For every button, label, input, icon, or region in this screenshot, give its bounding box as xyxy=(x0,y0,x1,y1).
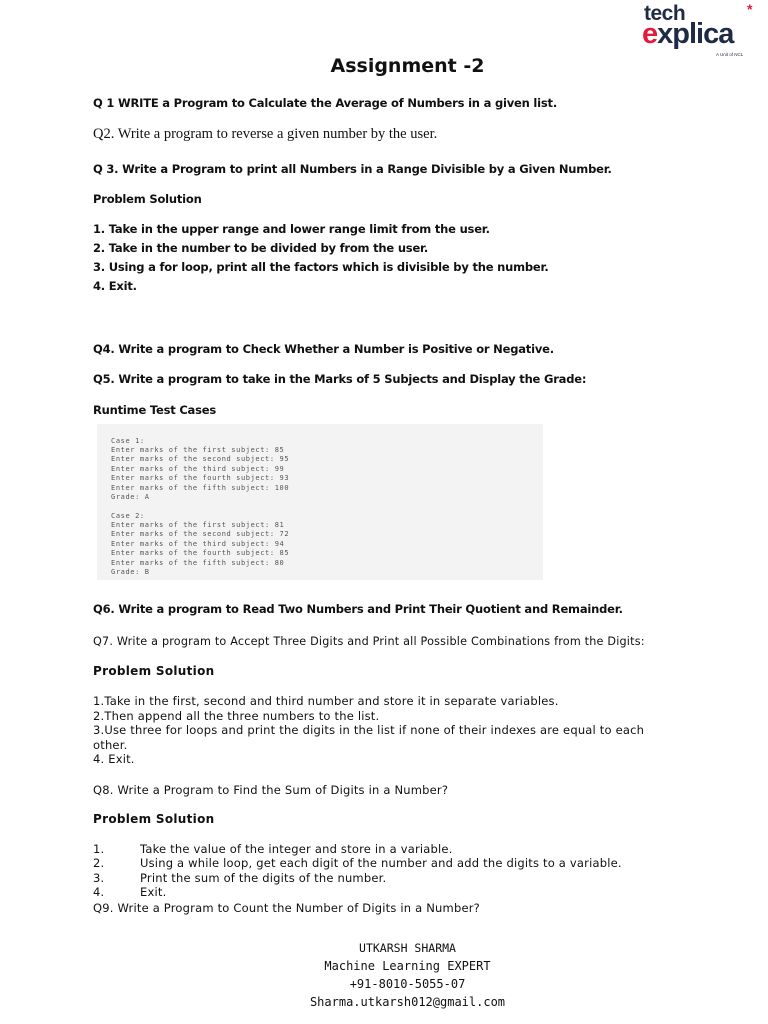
ps2-step: other. xyxy=(93,738,128,752)
ps1-step: 2. Take in the number to be divided by from the user. xyxy=(93,241,429,255)
problem-solution-heading-1: Problem Solution xyxy=(93,192,202,206)
code-line: Enter marks of the fourth subject: 93 xyxy=(111,474,290,482)
logo-unit-text: A Unit of NCL xyxy=(716,52,744,57)
code-line: Enter marks of the third subject: 99 xyxy=(111,465,285,473)
code-line: Enter marks of the first subject: 85 xyxy=(111,446,285,454)
question-8: Q8. Write a Program to Find the Sum of Digits in a Number? xyxy=(93,783,449,797)
question-2: Q2. Write a program to reverse a given number by the user. xyxy=(93,126,438,142)
code-line: Grade: B xyxy=(111,568,150,576)
question-7: Q7. Write a program to Accept Three Digits and Print all Possible Combinations from the Digits: xyxy=(93,635,645,648)
problem-solution-heading-3: Problem Solution xyxy=(93,812,215,826)
logo-explica-text: explica xyxy=(642,18,734,50)
ps3-step: 1. Take the value of the integer and store in a variable. xyxy=(93,842,453,856)
ps2-step: 3.Use three for loops and print the digits in the list if none of their indexes are equal to each xyxy=(93,723,645,737)
ps1-step: 4. Exit. xyxy=(93,279,137,293)
signature-email: Sharma.utkarsh012@gmail.com xyxy=(309,995,506,1009)
ps3-step: 2. Using a while loop, get each digit of the number and add the digits to a variable. xyxy=(93,856,622,870)
problem-solution-heading-2: Problem Solution xyxy=(93,664,215,678)
runtime-test-cases-heading: Runtime Test Cases xyxy=(93,403,217,417)
logo-tech-text: tech xyxy=(644,2,686,25)
ps2-step: 2.Then append all the three numbers to the list. xyxy=(93,709,380,723)
signature-role: Machine Learning EXPERT xyxy=(324,959,491,973)
question-5: Q5. Write a program to take in the Marks of 5 Subjects and Display the Grade: xyxy=(93,372,587,386)
signature-phone: +91-8010-5055-07 xyxy=(349,977,466,991)
ps2-step: 4. Exit. xyxy=(93,752,135,766)
code-line: Case 1: xyxy=(111,437,145,445)
signature-name: UTKARSH SHARMA xyxy=(359,941,456,955)
code-line: Enter marks of the fifth subject: 100 xyxy=(111,484,290,492)
code-line: Enter marks of the fourth subject: 85 xyxy=(111,549,290,557)
ps1-step: 1. Take in the upper range and lower range limit from the user. xyxy=(93,222,490,236)
ps3-step: 3. Print the sum of the digits of the number. xyxy=(93,871,387,885)
code-line: Enter marks of the second subject: 95 xyxy=(111,455,290,463)
runtime-output-box xyxy=(97,424,543,580)
question-3: Q 3. Write a Program to print all Numbers in a Range Divisible by a Given Number. xyxy=(93,162,612,176)
ps3-step: 4. Exit. xyxy=(93,885,167,899)
code-line: Enter marks of the third subject: 94 xyxy=(111,540,285,548)
question-4: Q4. Write a program to Check Whether a Number is Positive or Negative. xyxy=(93,342,554,356)
code-line: Enter marks of the second subject: 72 xyxy=(111,530,290,538)
code-line: Grade: A xyxy=(111,493,150,501)
question-6: Q6. Write a program to Read Two Numbers and Print Their Quotient and Remainder. xyxy=(93,602,623,616)
question-1: Q 1 WRITE a Program to Calculate the Average of Numbers in a given list. xyxy=(93,96,558,110)
code-line: Enter marks of the fifth subject: 80 xyxy=(111,559,285,567)
page-title: Assignment -2 xyxy=(330,55,485,77)
ps2-step: 1.Take in the first, second and third number and store it in separate variables. xyxy=(93,694,559,708)
logo-star-icon: * xyxy=(747,1,753,17)
code-line: Enter marks of the first subject: 81 xyxy=(111,521,285,529)
question-9: Q9. Write a Program to Count the Number of Digits in a Number? xyxy=(93,901,480,915)
code-line: Case 2: xyxy=(111,512,145,520)
ps1-step: 3. Using a for loop, print all the factors which is divisible by the number. xyxy=(93,260,549,274)
techexplica-logo xyxy=(640,2,765,58)
